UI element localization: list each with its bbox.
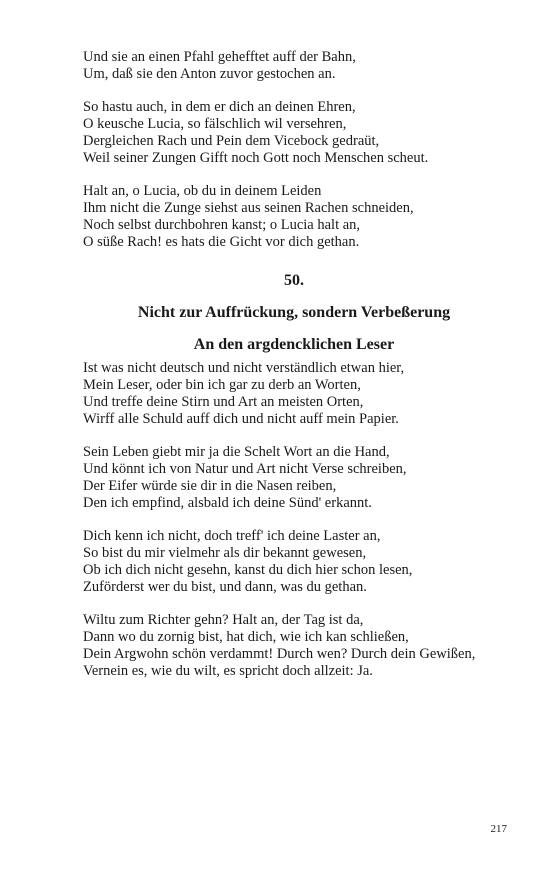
verse-line: Dein Argwohn schön verdammt! Durch wen? Durch dein Gewißen, (83, 646, 476, 662)
verse-line: O keusche Lucia, so fälschlich wil versehren, (83, 116, 347, 132)
stanza (83, 99, 513, 167)
verse-line: Mein Leser, oder bin ich gar zu derb an Worten, (83, 377, 361, 393)
poem-title: Nicht zur Auffrückung, sondern Verbeßerung (137, 304, 451, 321)
verse-line: Den ich empfind, alsbald ich deine Sünd' erkannt. (83, 495, 372, 511)
verse-line: O süße Rach! es hats die Gicht vor dich gethan. (83, 234, 360, 250)
verse-line: Sein Leben giebt mir ja die Schelt Wort an die Hand, (83, 444, 390, 460)
stanza (83, 528, 513, 596)
verse-line: Und könnt ich von Natur und Art nicht Verse schreiben, (83, 461, 407, 477)
verse-line: Vernein es, wie du wilt, es spricht doch allzeit: Ja. (83, 663, 373, 679)
poem-number: 50. (284, 272, 304, 289)
verse-line: Noch selbst durchbohren kanst; o Lucia halt an, (83, 217, 361, 233)
page-body (83, 49, 513, 696)
stanza (83, 444, 513, 512)
verse-line: Und sie an einen Pfahl gehefftet auff der Bahn, (83, 49, 356, 65)
stanza (83, 183, 513, 251)
verse-line: Der Eifer würde sie dir in die Nasen reiben, (83, 478, 337, 494)
verse-line: Halt an, o Lucia, ob du in deinem Leiden (83, 183, 322, 199)
verse-line: So hastu auch, in dem er dich an deinen Ehren, (83, 99, 356, 115)
stanza (83, 49, 513, 83)
stanza (83, 360, 513, 428)
verse-line: Ob ich dich nicht gesehn, kanst du dich hier schon lesen, (83, 562, 413, 578)
poem-subtitle: An den argdencklichen Leser (193, 336, 395, 353)
verse-line: Dann wo du zornig bist, hat dich, wie ich kan schließen, (83, 629, 409, 645)
verse-line: Ist was nicht deutsch und nicht verständlich etwan hier, (83, 360, 405, 376)
verse-line: So bist du mir vielmehr als dir bekannt gewesen, (83, 545, 367, 561)
page-number: 217 (490, 823, 507, 835)
verse-line: Dergleichen Rach und Pein dem Vicebock gedraüt, (83, 133, 380, 149)
verse-line: Weil seiner Zungen Gifft noch Gott noch Menschen scheut. (83, 150, 429, 166)
verse-line: Um, daß sie den Anton zuvor gestochen an. (83, 66, 336, 82)
previous-poem-continuation (83, 49, 513, 251)
poem-body (83, 360, 513, 680)
verse-line: Zuförderst wer du bist, und dann, was du gethan. (83, 579, 367, 595)
verse-line: Dich kenn ich nicht, doch treff' ich deine Laster an, (83, 528, 381, 544)
verse-line: Wiltu zum Richter gehn? Halt an, der Tag ist da, (83, 612, 364, 628)
verse-line: Ihm nicht die Zunge siehst aus seinen Rachen schneiden, (83, 200, 414, 216)
stanza (83, 612, 513, 680)
verse-line: Wirff alle Schuld auff dich und nicht auff mein Papier. (83, 411, 399, 427)
verse-line: Und treffe deine Stirn und Art an meisten Orten, (83, 394, 364, 410)
